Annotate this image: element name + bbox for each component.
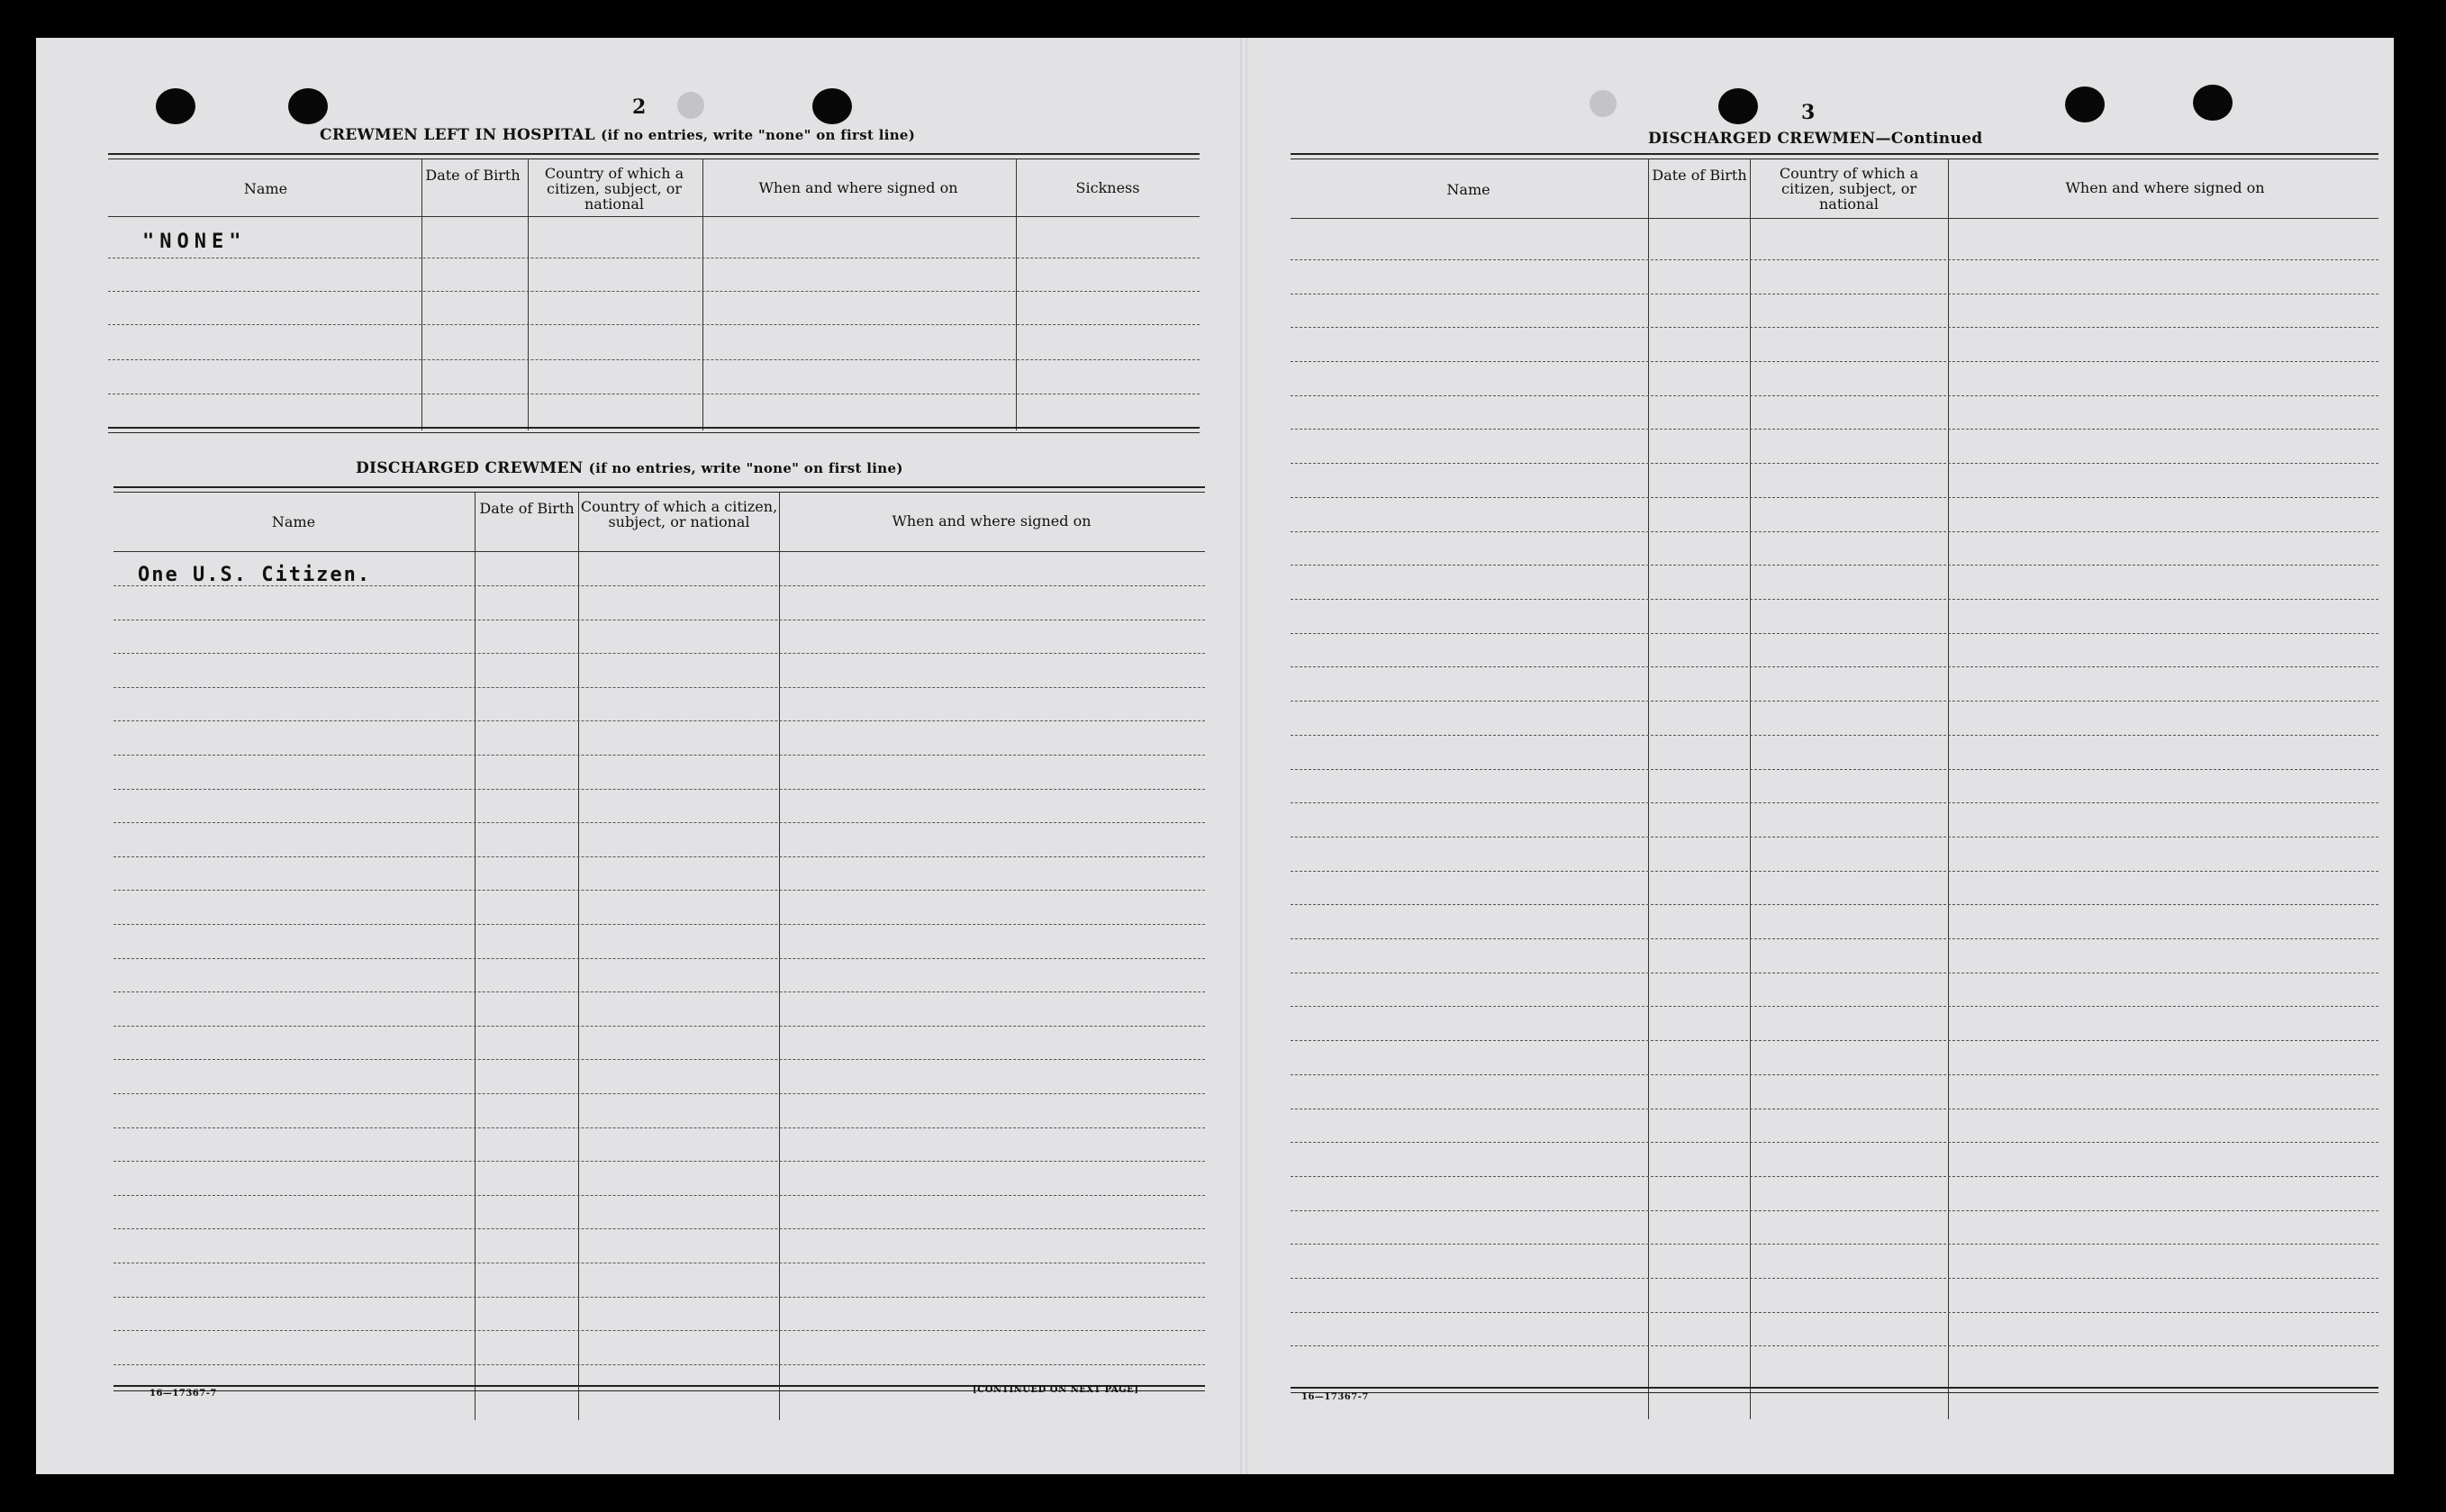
hospital-title-text: CREWMEN LEFT IN HOSPITAL (320, 126, 595, 144)
ruled-line (1291, 497, 2378, 498)
ruled-line (1291, 701, 2378, 702)
ruled-line (1291, 259, 2378, 260)
ruled-line (113, 890, 1205, 891)
ruled-line (1291, 769, 2378, 770)
continued-col-country: Country of which a citizen, subject, or national (1779, 165, 1919, 213)
continued-note: [CONTINUED ON NEXT PAGE] (973, 1385, 1139, 1395)
hospital-entry: "NONE" (142, 231, 247, 253)
hospital-col-signed-on: When and where signed on (758, 179, 958, 196)
ruled-line (1291, 361, 2378, 362)
ruled-line (1291, 429, 2378, 430)
ruled-line (1291, 666, 2378, 667)
ruled-line (113, 720, 1205, 721)
ruled-line (113, 653, 1205, 654)
hospital-section-title (320, 126, 915, 144)
form-number: 16—17367-7 (1301, 1392, 1369, 1402)
continued-col-divider (1648, 158, 1649, 1419)
hospital-instruction: (if no entries, write "none" on first line) (601, 127, 916, 143)
discharged-continued-title: DISCHARGED CREWMEN—Continued (1648, 130, 1983, 148)
ruled-line (1291, 565, 2378, 566)
continued-col-name: Name (1446, 181, 1490, 198)
hospital-col-sickness: Sickness (1075, 179, 1140, 196)
ruled-line (113, 1059, 1205, 1060)
ruled-line (1291, 938, 2378, 939)
discharged-entry: One U.S. Citizen. (138, 564, 372, 586)
document-paper (36, 38, 2394, 1474)
ruled-line (113, 1364, 1205, 1365)
page-left (36, 38, 1243, 1474)
continued-col-dob: Date of Birth (1652, 167, 1747, 184)
discharged-col-country: Country of which a citizen, subject, or national (580, 498, 778, 530)
hospital-col-divider (528, 158, 529, 430)
punch-hole (1590, 90, 1617, 117)
ruled-line (1291, 633, 2378, 634)
hospital-col-country: Country of which a citizen, subject, or national (544, 165, 684, 213)
ruled-line (1291, 1312, 2378, 1313)
ruled-line (1291, 327, 2378, 328)
hospital-col-name: Name (243, 180, 288, 197)
discharged-top-rule (113, 486, 1205, 493)
ruled-line (1291, 871, 2378, 872)
ruled-line (1291, 1142, 2378, 1143)
continued-top-rule (1291, 153, 2378, 159)
discharged-instruction: (if no entries, write "none" on first line) (588, 460, 903, 476)
hospital-col-divider (1016, 158, 1017, 430)
discharged-header-rule (113, 551, 1205, 552)
discharged-title-text: DISCHARGED CREWMEN (356, 459, 584, 477)
punch-hole (2193, 85, 2233, 121)
hospital-row-line (108, 359, 1200, 360)
ruled-line (113, 1026, 1205, 1027)
ruled-line (113, 991, 1205, 992)
continued-col-divider (1750, 158, 1751, 1419)
hospital-col-divider (702, 158, 703, 430)
form-number: 16—17367-7 (149, 1389, 217, 1399)
page-number: 2 (632, 95, 647, 119)
ruled-line (1291, 1040, 2378, 1041)
ruled-line (1291, 802, 2378, 803)
ruled-line (1291, 1074, 2378, 1075)
bottom-rule (1291, 1387, 2378, 1393)
hospital-row-line (108, 291, 1200, 292)
hospital-col-divider (421, 158, 422, 430)
hospital-col-dob: Date of Birth (425, 167, 521, 184)
ruled-line (113, 1297, 1205, 1298)
hospital-top-rule (108, 153, 1200, 159)
continued-col-signed-on: When and where signed on (2065, 179, 2265, 196)
hospital-header-rule (108, 216, 1200, 217)
ruled-line (1291, 395, 2378, 396)
ruled-line (113, 1195, 1205, 1196)
punch-hole (2065, 86, 2105, 122)
ruled-line (1291, 1210, 2378, 1211)
ruled-line (1291, 531, 2378, 532)
ruled-line (113, 1330, 1205, 1331)
discharged-section-title (356, 459, 903, 477)
punch-hole (677, 92, 704, 119)
ruled-line (1291, 1278, 2378, 1279)
ruled-line (1291, 1006, 2378, 1007)
page-number: 3 (1801, 101, 1816, 124)
ruled-line (1291, 463, 2378, 464)
hospital-row-line (108, 324, 1200, 325)
discharged-col-signed-on: When and where signed on (892, 512, 1092, 530)
punch-hole (156, 88, 195, 124)
ruled-line (1291, 1244, 2378, 1245)
ruled-line (113, 822, 1205, 823)
ruled-line (113, 1127, 1205, 1128)
ruled-line (113, 958, 1205, 959)
ruled-line (113, 1093, 1205, 1094)
page-gutter (1240, 38, 1247, 1474)
ruled-line (1291, 904, 2378, 905)
ruled-line (113, 789, 1205, 790)
punch-hole (288, 88, 328, 124)
ruled-line (113, 687, 1205, 688)
page-right (1247, 38, 2394, 1474)
ruled-line (113, 1161, 1205, 1162)
ruled-line (1291, 735, 2378, 736)
discharged-col-divider (578, 493, 579, 1420)
ruled-line (1291, 1176, 2378, 1177)
punch-hole (812, 88, 852, 124)
ruled-line (1291, 1345, 2378, 1346)
ruled-line (113, 924, 1205, 925)
continued-col-divider (1948, 158, 1949, 1419)
ruled-line (113, 755, 1205, 756)
hospital-bottom-rule (108, 427, 1200, 433)
ruled-line (113, 856, 1205, 857)
punch-hole (1718, 88, 1758, 124)
discharged-col-divider (475, 493, 476, 1420)
discharged-col-name: Name (271, 513, 316, 530)
continued-header-rule (1291, 218, 2378, 219)
discharged-col-dob: Date of Birth (479, 500, 575, 517)
discharged-col-divider (779, 493, 780, 1420)
ruled-line (1291, 599, 2378, 600)
ruled-line (113, 1228, 1205, 1229)
